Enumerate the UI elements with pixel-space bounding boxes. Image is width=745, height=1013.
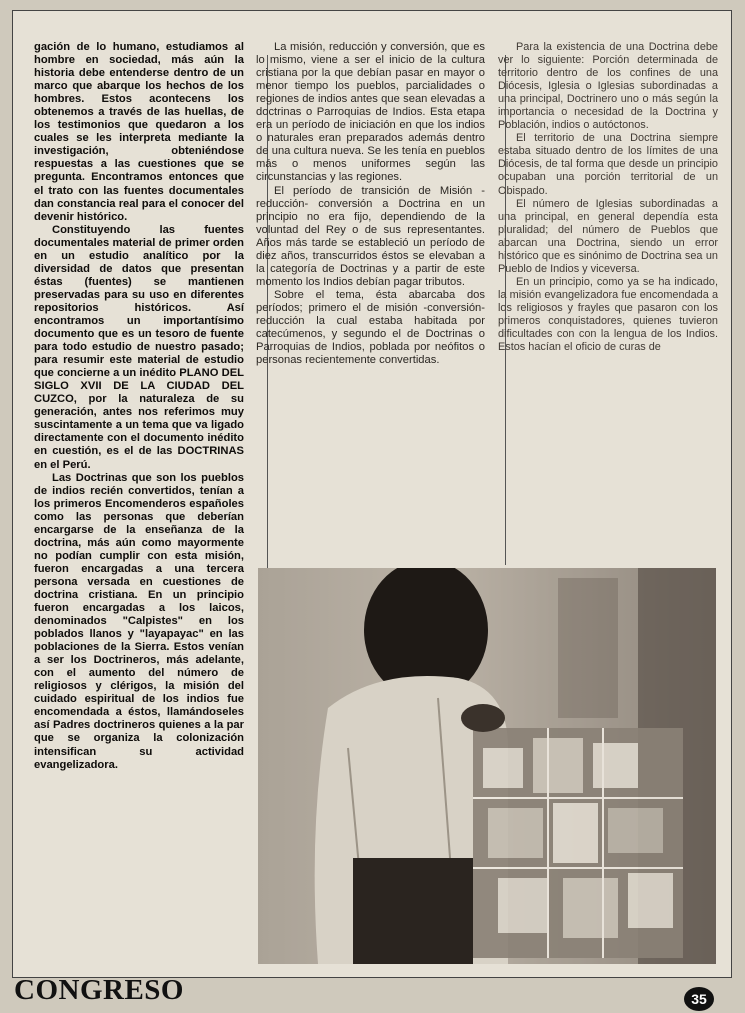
magazine-masthead: CONGRESO [14,974,184,1006]
paragraph: En un principio, como ya se ha indicado, la misión evangelizadora fue encomendada a los religiosos y frayles que pasaron con los primeros conquistadores, quienes tuvieron dificultades con con la lengua de los Indios. Estos hacían el oficio de curas de [498,275,718,354]
paragraph: El período de transición de Misión -reducción- conversión a Doctrina en un principio no era fijo, dependiendo de la voluntad del Rey o de sus representantes. Años más tarde se estableció un período de diez años, transcurridos éstos se elevaban a la categoría de Doctrinas y a partir de este momento los Indios debían pagar tributos. [256,184,485,288]
paragraph: El territorio de una Doctrina siempre estaba situado dentro de los límites de una Diócesis, de tal forma que desde un principio ocupaban una porción territorial de un Obispado. [498,132,718,197]
article-column-2 [256,41,485,367]
page-number-badge: 35 [684,987,714,1011]
paragraph: Constituyendo las fuentes documentales material de primer orden en un estudio analítico por la diversidad de datos que presentan éstas (fuentes) se mantienen preservadas para su uso en diferentes repositorios históricos. Así encontramos un importantísimo documento que es un tesoro de fuente para todo estudio de nuestro pasado; para resumir este material de estudio que concierne a un inédito PLANO DEL SIGLO XVII DE LA CIUDAD DEL CUZCO, por la naturaleza de su generación, antes nos referimos muy suscintamente a un tema que va ligado directamente con el documento inédito en cuestión, es el de las DOCTRINAS en el Perú. [34,223,244,471]
article-column-3 [498,41,718,354]
article-column-1 [34,41,244,772]
paragraph: Para la existencia de una Doctrina debe ver lo siguiente: Porción determinada de territorio dentro de los confines de una Diócesis, Iglesia o Iglesias subordinadas a una principal, Doctrinero uno o más según la importancia o necesidad de la Doctrina y Población, indios o autóctonos. [498,41,718,132]
paragraph: La misión, reducción y conversión, que es lo mismo, viene a ser el inicio de la cultura cristiana por la que debían pasar en mayor o menor tiempo los pueblos, parcialidades o regiones de indios antes que sean elevadas a doctrinas o Parroquias de Indios. Esta etapa era un período de iniciación en que los indios o naturales eran preparados además dentro de una cultura nueva. Se les tenía en pueblos más o menos uniformes según las circunstancias y las regiones. [256,41,485,184]
article-photo [258,568,716,964]
photo-illustration [258,568,716,964]
paragraph: Sobre el tema, ésta abarcaba dos períodos; primero el de misión -conversión- reducción la cual estaba habitada por catecúmenos, y segundo el de Doctrinas o Parroquias de Indios, poblada por neófitos o personas recientemente convertidas. [256,288,485,367]
paragraph: gación de lo humano, estudiamos al hombre en sociedad, más aún la historia debe entenderse dentro de un marco que abarque los hechos de los hombres. Estos acontecens los obtenemos a través de las huellas, de los testimonios que quedaron a los cuales se les interpreta mediante la investigación, obteniéndose respuestas a las cuestiones que se pregunta. Encontramos entonces que el trato con las fuentes documentales dan constancia real para el conocer del devenir histórico. [34,41,244,223]
paragraph: El número de Iglesias subordinadas a una principal, en general dependía esta pluralidad; del número de Pueblos que abarcan una Doctrina, siendo un error histórico que es sinónimo de Doctrina sea un Pueblo de Indios y viceversa. [498,197,718,275]
paragraph: Las Doctrinas que son los pueblos de indios recién convertidos, tenían a los primeros Encomenderos españoles como las personas que deberían encargarse de la enseñanza de la doctrina, más aún como mayormente no podían cumplir con esta misión, fueron encargadas a una tercera persona versada en cuestiones de doctrina cristiana. En un principio fueron encargadas a los laicos, denominados "Calpistes" en los poblados llanos y "layapayac" en las poblaciones de la Sierra. Estos venían a ser los Doctrineros, más adelante, con el aumento del número de religiosos y clérigos, la misión del cuidado espiritual de los indios fue encomendada a éstos, llamándoseles así Padres doctrineros quienes a la par que se organiza la colonización intensifican su actividad evangelizadora. [34,471,244,771]
